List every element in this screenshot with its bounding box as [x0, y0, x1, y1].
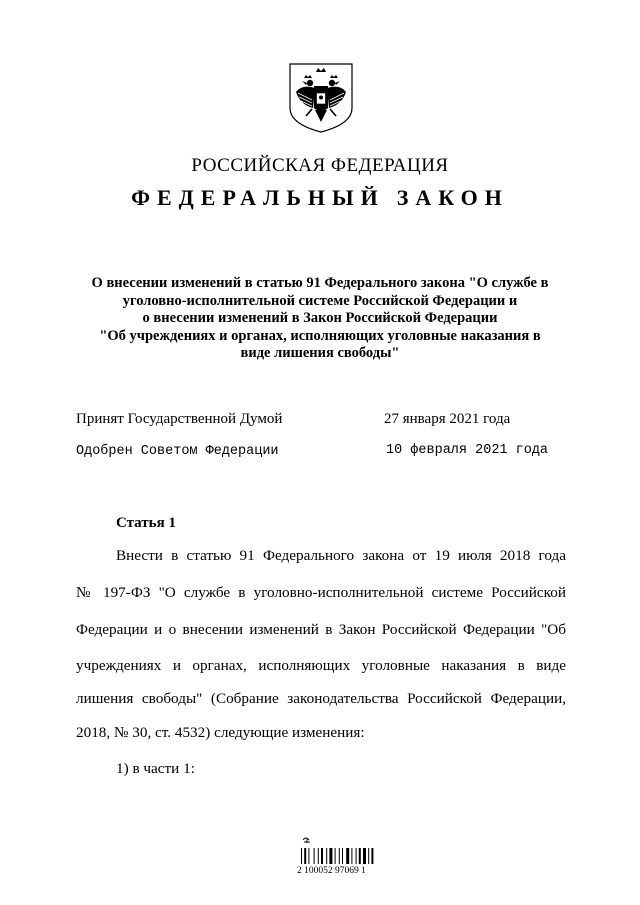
barcode-bar	[363, 848, 366, 864]
barcode-bar	[321, 848, 323, 864]
article-item: 1) в части 1:	[116, 760, 195, 777]
law-title-line: виде лишения свободы"	[240, 345, 400, 361]
article-text-line: № 197-ФЗ "О службе в уголовно-исполнительной системе Российской	[76, 584, 566, 601]
law-title-line: о внесении изменений в Закон Российской Федерации	[142, 310, 498, 326]
barcode-bar	[346, 848, 349, 864]
barcode-bar	[368, 848, 369, 864]
article-text-line: лишения свободы" (Собрание законодательства Российской Федерации,	[76, 690, 566, 707]
barcode-bar	[301, 848, 302, 864]
law-type-word-2: ЗАКОН	[396, 185, 509, 210]
duma-adoption-date: 27 января 2021 года	[384, 411, 511, 427]
barcode-bar	[326, 848, 327, 864]
law-title	[60, 275, 580, 363]
coat-of-arms-emblem	[288, 62, 354, 134]
article-text-line: Внести в статью 91 Федерального закона от 19 июля 2018 года	[116, 547, 566, 564]
country-name: РОССИЙСКАЯ ФЕДЕРАЦИЯ	[191, 155, 449, 176]
barcode-bar	[342, 848, 343, 864]
council-approval-date: 10 февраля 2021 года	[386, 443, 549, 458]
barcode-bar	[314, 848, 315, 864]
barcode-bar	[351, 848, 352, 864]
document-type	[0, 185, 640, 211]
article-text-line: учреждениях и органах, исполняющих уголовные наказания в виде	[76, 657, 566, 674]
barcode-number: 2 100052 97069 1	[297, 866, 366, 876]
law-type-word-1: ФЕДЕРАЛЬНЫЙ	[131, 185, 385, 210]
law-title-line: уголовно-исполнительной системе Российской Федерации и	[122, 292, 518, 309]
barcode-bar	[356, 848, 357, 864]
law-title-line: О внесении изменений в статью 91 Федерального закона "О службе в	[91, 275, 549, 291]
barcode-bar	[308, 848, 309, 864]
article-heading: Статья 1	[116, 515, 176, 531]
barcode-bar	[329, 848, 332, 864]
barcode-bar	[359, 848, 361, 864]
council-approval-label: Одобрен Советом Федерации	[76, 444, 279, 459]
duma-adoption-label: Принят Государственной Думой	[76, 411, 283, 427]
law-title-line: "Об учреждениях и органах, исполняющих уголовные наказания в	[99, 327, 541, 344]
barcode-bar	[335, 848, 336, 864]
article-text-line: Федерации и о внесении изменений в Закон Российской Федерации "Об	[76, 621, 566, 638]
barcode-bar	[371, 848, 373, 864]
barcode-bar	[304, 848, 306, 864]
barcode-bar	[318, 848, 319, 864]
article-text-line: 2018, № 30, ст. 4532) следующие изменения:	[76, 724, 365, 741]
barcode-bar	[339, 848, 340, 864]
